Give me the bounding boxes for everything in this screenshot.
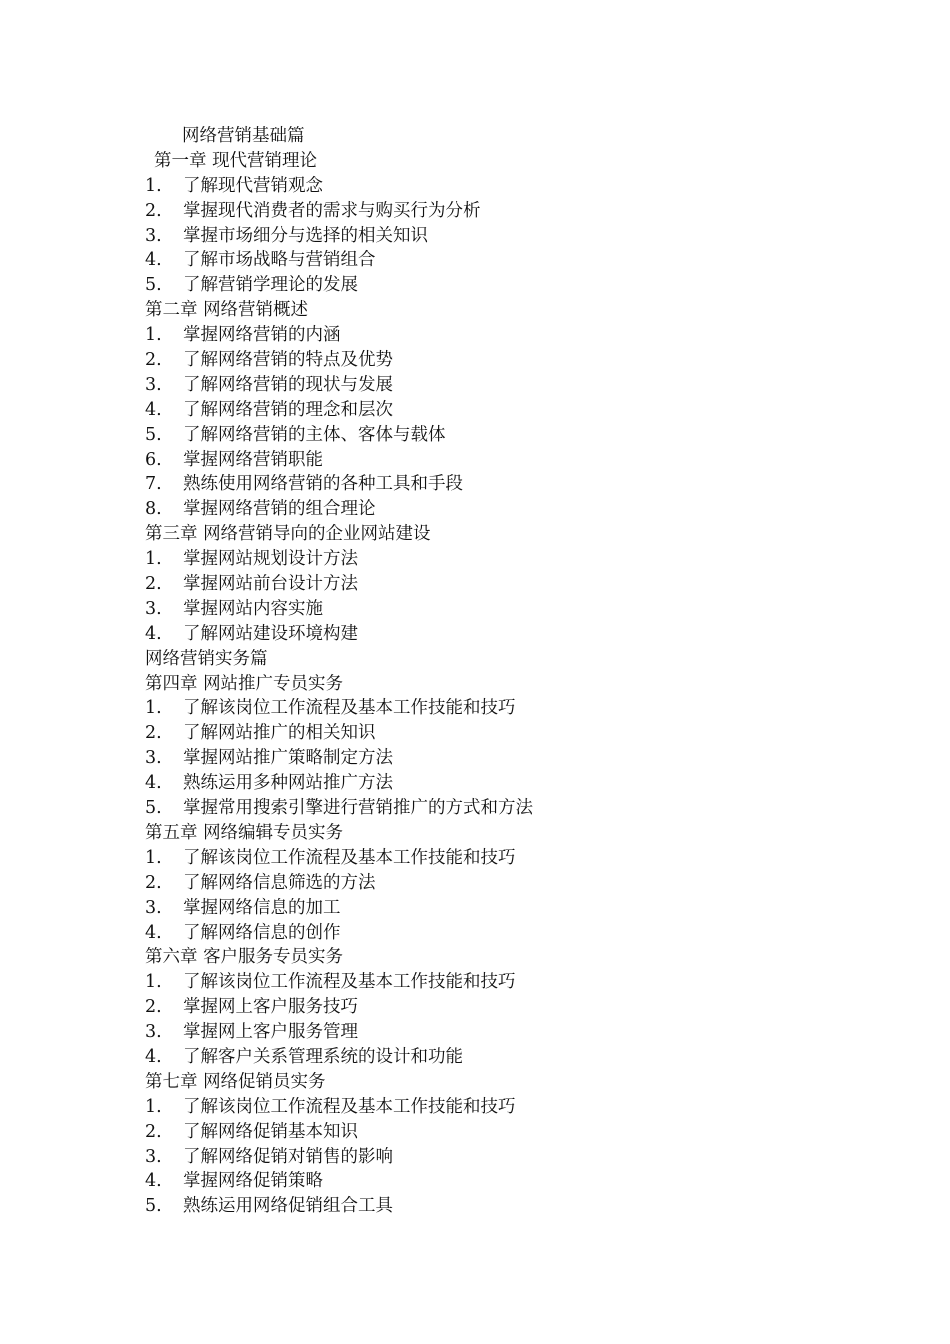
list-item-number: 4. <box>145 1046 162 1067</box>
list-item-number: 4. <box>145 250 162 271</box>
part-title: 网络营销基础篇 <box>182 126 305 146</box>
list-item <box>0 273 950 298</box>
list-item-text: 掌握网上客户服务技巧 <box>183 997 358 1018</box>
list-item-text: 熟练运用网络促销组合工具 <box>183 1196 393 1217</box>
list-item-number: 4. <box>145 773 162 794</box>
section-heading: 网络营销实务篇 <box>145 648 268 669</box>
list-item-text: 了解网络促销基本知识 <box>183 1121 358 1142</box>
list-item <box>0 622 950 647</box>
list-item <box>0 174 950 199</box>
list-item <box>0 771 950 796</box>
list-item-text: 了解网络营销的理念和层次 <box>183 399 393 420</box>
list-item-text: 掌握网上客户服务管理 <box>183 1022 358 1043</box>
list-item-number: 5. <box>145 424 162 445</box>
list-item-text: 了解客户关系管理系统的设计和功能 <box>183 1046 463 1067</box>
list-item-text: 了解营销学理论的发展 <box>183 275 358 296</box>
list-item-number: 8. <box>145 499 162 520</box>
list-item-text: 掌握常用搜索引擎进行营销推广的方式和方法 <box>183 798 533 819</box>
list-item-text: 掌握网站前台设计方法 <box>183 574 358 595</box>
list-item-text: 了解该岗位工作流程及基本工作技能和技巧 <box>183 972 516 993</box>
list-item-text: 掌握现代消费者的需求与购买行为分析 <box>183 200 481 221</box>
list-item-number: 5. <box>145 275 162 296</box>
list-item-number: 4. <box>145 1171 162 1192</box>
section-heading: 第七章 网络促销员实务 <box>145 1071 326 1092</box>
list-item-number: 2. <box>145 1121 162 1142</box>
section-heading: 第四章 网站推广专员实务 <box>145 673 344 694</box>
list-item-number: 4. <box>145 399 162 420</box>
list-item-number: 3. <box>145 374 162 395</box>
list-item <box>0 1169 950 1194</box>
list-item <box>0 323 950 348</box>
list-item-number: 3. <box>145 748 162 769</box>
list-item-text: 了解该岗位工作流程及基本工作技能和技巧 <box>183 847 516 868</box>
list-item <box>0 871 950 896</box>
list-item <box>0 746 950 771</box>
list-item <box>0 199 950 224</box>
list-item <box>0 472 950 497</box>
section-heading: 第六章 客户服务专员实务 <box>145 947 344 968</box>
list-item <box>0 1045 950 1070</box>
list-item <box>0 970 950 995</box>
list-item <box>0 572 950 597</box>
section-heading: 第二章 网络营销概述 <box>145 300 309 321</box>
list-item-number: 3. <box>145 1146 162 1167</box>
list-item-number: 4. <box>145 922 162 943</box>
list-item-text: 了解网络信息的创作 <box>183 922 341 943</box>
list-item-number: 1. <box>145 325 162 346</box>
list-item <box>0 1145 950 1170</box>
list-item <box>0 547 950 572</box>
list-item-text: 掌握网站规划设计方法 <box>183 549 358 570</box>
list-item <box>0 398 950 423</box>
list-item-number: 1. <box>145 1096 162 1117</box>
list-item-number: 2. <box>145 574 162 595</box>
list-item <box>0 1194 950 1219</box>
list-item-text: 了解市场战略与营销组合 <box>183 250 376 271</box>
list-item <box>0 423 950 448</box>
list-item <box>0 224 950 249</box>
list-item-number: 2. <box>145 997 162 1018</box>
list-item <box>0 846 950 871</box>
section-heading: 第三章 网络营销导向的企业网站建设 <box>145 524 431 545</box>
list-item-text: 掌握网站内容实施 <box>183 598 323 619</box>
list-item-number: 3. <box>145 897 162 918</box>
list-item-number: 2. <box>145 200 162 221</box>
list-item-text: 了解网络营销的特点及优势 <box>183 350 393 371</box>
list-item-number: 5. <box>145 798 162 819</box>
list-item-number: 1. <box>145 549 162 570</box>
list-item <box>0 796 950 821</box>
list-item-text: 熟练使用网络营销的各种工具和手段 <box>183 474 463 495</box>
list-item <box>0 921 950 946</box>
list-item-number: 6. <box>145 449 162 470</box>
list-item-text: 掌握网站推广策略制定方法 <box>183 748 393 769</box>
list-item <box>0 995 950 1020</box>
list-item-number: 1. <box>145 175 162 196</box>
list-item-number: 3. <box>145 225 162 246</box>
list-item-text: 了解网站建设环境构建 <box>183 623 358 644</box>
list-item <box>0 248 950 273</box>
list-item-text: 掌握网络信息的加工 <box>183 897 341 918</box>
list-item-text: 了解网站推广的相关知识 <box>183 723 376 744</box>
list-item-text: 了解该岗位工作流程及基本工作技能和技巧 <box>183 1096 516 1117</box>
list-item <box>0 1095 950 1120</box>
list-item-text: 了解网络营销的主体、客体与载体 <box>183 424 446 445</box>
document-body <box>0 124 950 1219</box>
list-item-number: 3. <box>145 1022 162 1043</box>
list-item-text: 掌握网络营销的组合理论 <box>183 499 376 520</box>
list-item-text: 了解该岗位工作流程及基本工作技能和技巧 <box>183 698 516 719</box>
list-item-number: 2. <box>145 723 162 744</box>
list-item-text: 了解现代营销观念 <box>183 175 323 196</box>
list-item-text: 掌握网络营销的内涵 <box>183 325 341 346</box>
list-item-number: 4. <box>145 623 162 644</box>
list-item-number: 1. <box>145 972 162 993</box>
list-item <box>0 448 950 473</box>
list-item <box>0 1120 950 1145</box>
list-item-number: 2. <box>145 350 162 371</box>
list-item-number: 7. <box>145 474 162 495</box>
list-item-number: 1. <box>145 847 162 868</box>
chapter-heading: 第一章 现代营销理论 <box>154 150 318 171</box>
list-item <box>0 597 950 622</box>
list-item-text: 了解网络信息筛选的方法 <box>183 872 376 893</box>
list-item <box>0 1020 950 1045</box>
list-item-text: 了解网络营销的现状与发展 <box>183 374 393 395</box>
list-item <box>0 896 950 921</box>
list-item <box>0 696 950 721</box>
list-item-text: 掌握网络促销策略 <box>183 1171 323 1192</box>
list-item-number: 1. <box>145 698 162 719</box>
list-item-text: 了解网络促销对销售的影响 <box>183 1146 393 1167</box>
list-item-text: 熟练运用多种网站推广方法 <box>183 773 393 794</box>
list-item <box>0 373 950 398</box>
section-heading: 第五章 网络编辑专员实务 <box>145 822 344 843</box>
list-item <box>0 721 950 746</box>
list-item-number: 5. <box>145 1196 162 1217</box>
list-item-text: 掌握市场细分与选择的相关知识 <box>183 225 428 246</box>
list-item-number: 2. <box>145 872 162 893</box>
list-item <box>0 348 950 373</box>
list-item <box>0 497 950 522</box>
list-item-number: 3. <box>145 598 162 619</box>
list-item-text: 掌握网络营销职能 <box>183 449 323 470</box>
